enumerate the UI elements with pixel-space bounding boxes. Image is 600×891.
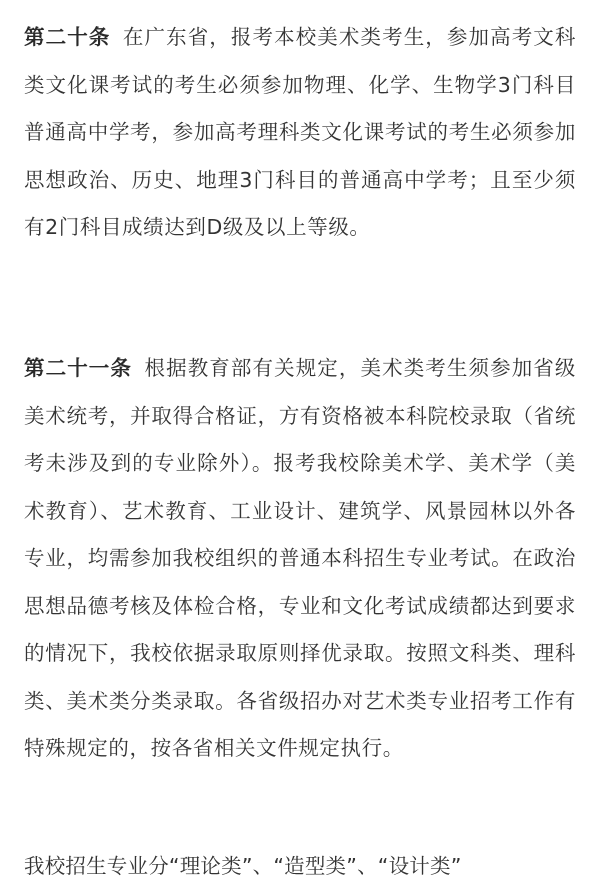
article-20-paragraph [24,14,576,252]
article-21-heading: 第二十一条 [24,356,132,380]
article-21-text: 根据教育部有关规定，美术类考生须参加省级美术统考，并取得合格证，方有资格被本科院校录取（省统考未涉及到的专业除外）。报考我校除美术学、美术学（美术教育）、艺术教育、工业设计、建筑学、风景园林以外各专业，均需参加我校组织的普通本科招生专业考试。在政治思想品德考核及体检合格，专业和文化考试成绩都达到要求的情况下，我校依据录取原则择优录取。按照文科类、理科类、美术类分类录取。各省级招办对艺术类专业招考工作有特殊规定的，按各省相关文件规定执行。 [24,356,576,760]
article-21-paragraph [24,345,576,773]
article-20-text: 在广东省，报考本校美术类考生，参加高考文科类文化课考试的考生必须参加物理、化学、生物学3门科目普通高中学考，参加高考理科类文化课考试的考生必须参加思想政治、历史、地理3门科目的普通高中学考；且至少须有2门科目成绩达到D级及以上等级。 [24,25,576,239]
trailing-paragraph [24,843,576,891]
article-20-heading: 第二十条 [24,25,111,49]
trailing-line-text: 我校招生专业分“理论类”、“造型类”、“设计类” [24,854,462,878]
